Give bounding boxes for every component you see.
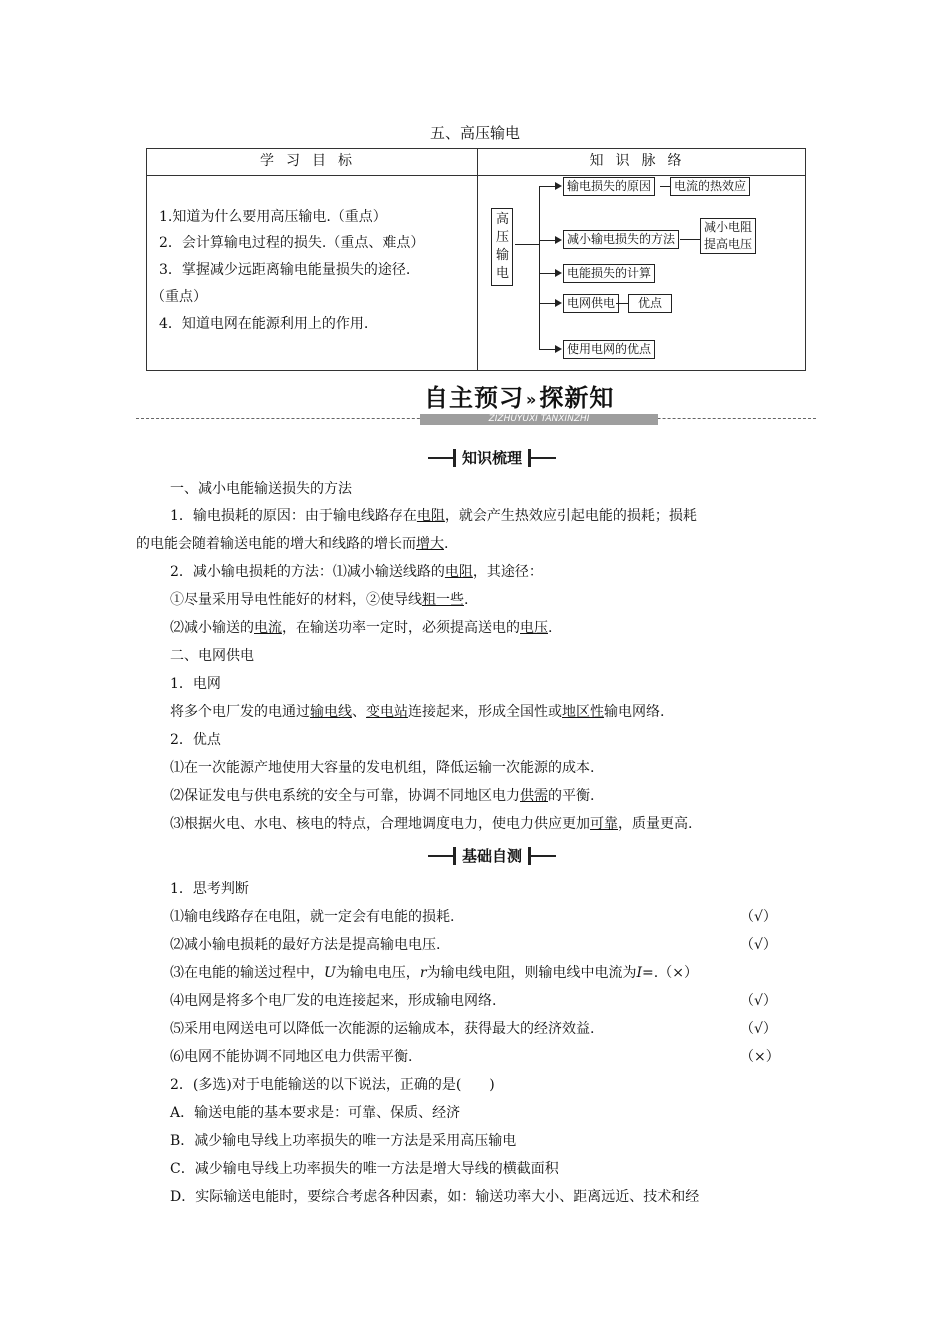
knowledge-line-8: 2．优点 <box>170 732 221 748</box>
text: . <box>444 536 449 552</box>
text: ，质量更高. <box>618 816 693 832</box>
arrow-icon <box>555 182 562 190</box>
knowledge-line-1 <box>170 505 697 525</box>
reduce-resistance-label: 减小电阻 <box>704 220 753 234</box>
text: 连接起来，形成全国性或 <box>408 704 562 720</box>
underlined-answer: 电阻 <box>444 564 473 580</box>
variable-r: r <box>419 965 427 981</box>
judgement-4: ⑷电网是将多个电厂发的电连接起来，形成输电网络. <box>170 993 497 1009</box>
text: 1．输电损耗的原因：由于输电线路存在 <box>170 508 417 524</box>
knowledge-line-6: 1．电网 <box>170 676 221 692</box>
judgement-2: ⑵减小输电损耗的最好方法是提高输电电压. <box>170 937 441 953</box>
heading-grid: 二、电网供电 <box>170 648 254 664</box>
underlined-answer: 增大 <box>416 536 444 552</box>
arrow-icon <box>555 299 562 307</box>
knowledge-line-2 <box>136 533 448 553</box>
text: ⑶在电能的输送过程中， <box>170 965 324 981</box>
option-b: B．减少输电导线上功率损失的唯一方法是采用高压输电 <box>170 1133 517 1149</box>
section-tag-knowledge <box>428 447 556 469</box>
underlined-answer: 地区性 <box>562 704 604 720</box>
text: 、 <box>352 704 366 720</box>
arrow-icon <box>555 345 562 353</box>
text: 输电网络. <box>604 704 665 720</box>
question-2: 2．(多选)对于电能输送的以下说法，正确的是( ) <box>170 1077 495 1093</box>
knowledge-line-7 <box>170 701 664 721</box>
goal-3: 3．掌握减少远距离输电能量损失的途径. <box>159 262 411 278</box>
text: 的电能会随着输送电能的增大和线路的增长而 <box>136 536 416 552</box>
text: ，其途径： <box>472 564 543 580</box>
text: ，就会产生热效应引起电能的损耗；损耗 <box>444 508 697 524</box>
node-loss-calc: 电能损失的计算 <box>563 264 655 283</box>
text: 的平衡. <box>548 788 595 804</box>
knowledge-line-3 <box>170 561 543 581</box>
connector <box>680 239 700 240</box>
chevron-right-icon: » <box>526 389 538 409</box>
judgement-6-answer: （×） <box>740 1049 780 1065</box>
heading-reduce-loss: 一、减小电能输送损失的方法 <box>170 481 352 497</box>
underlined-answer: 电压 <box>520 620 548 636</box>
variable-u: U <box>324 965 336 981</box>
trunk-line <box>539 186 540 350</box>
root-connector <box>515 244 539 245</box>
judgement-4-answer: （√） <box>740 993 777 1009</box>
knowledge-line-4 <box>170 589 468 609</box>
node-heat-effect: 电流的热效应 <box>670 177 750 196</box>
test-heading-1: 1．思考判断 <box>170 881 249 897</box>
knowledge-header: 知识脉络 <box>478 149 806 176</box>
connector <box>616 303 628 304</box>
section-tag-selftest <box>428 845 556 867</box>
text: ⑵保证发电与供电系统的安全与可靠，协调不同地区电力 <box>170 788 520 804</box>
judgement-5: ⑸采用电网送电可以降低一次能源的运输成本，获得最大的经济效益. <box>170 1021 595 1037</box>
diagram-root: 高压输电 <box>491 208 513 286</box>
arrow-icon <box>555 269 562 277</box>
text: 为输电电压， <box>335 965 420 981</box>
option-c: C．减少输电导线上功率损失的唯一方法是增大导线的横截面积 <box>170 1161 559 1177</box>
variable-i: I <box>636 965 643 981</box>
arrow-icon <box>555 236 562 244</box>
underlined-answer: 粗一些 <box>422 592 464 608</box>
node-grid-advantages: 使用电网的优点 <box>563 340 655 359</box>
knowledge-line-10 <box>170 785 594 805</box>
text: 将多个电厂发的电通过 <box>170 704 310 720</box>
node-reduce-loss: 减小输电损失的方法 <box>563 230 679 249</box>
goals-cell <box>147 176 478 371</box>
tag-label: 知识梳理 <box>453 449 531 467</box>
judgement-5-answer: （√） <box>740 1021 777 1037</box>
raise-voltage-label: 提高电压 <box>704 237 753 251</box>
knowledge-line-11 <box>170 813 692 833</box>
section-banner <box>424 378 614 413</box>
option-a: A．输送电能的基本要求是：可靠、保质、经济 <box>170 1105 461 1121</box>
underlined-answer: 可靠 <box>590 816 618 832</box>
banner-main: 自主预习 <box>424 384 524 412</box>
text: ⑶根据火电、水电、核电的特点，合理地调度电力，使电力供应更加 <box>170 816 590 832</box>
underlined-answer: 输电线 <box>310 704 352 720</box>
text: ①尽量采用导电性能好的材料，②使导线 <box>170 592 422 608</box>
judgement-6: ⑹电网不能协调不同地区电力供需平衡. <box>170 1049 413 1065</box>
text: ⑵减小输送的 <box>170 620 254 636</box>
page-title: 五、高压输电 <box>429 124 520 142</box>
text: . <box>464 592 469 608</box>
underlined-answer: 变电站 <box>366 704 408 720</box>
judgement-1-answer: （√） <box>740 909 777 925</box>
goal-4: 4．知道电网在能源利用上的作用. <box>159 316 369 332</box>
underlined-answer: 电阻 <box>416 508 445 524</box>
judgement-3 <box>170 962 698 982</box>
banner-subtitle: ZIZHUYUXI TANXINZHI <box>420 414 658 425</box>
goal-2: 2．会计算输电过程的损失.（重点、难点） <box>159 235 425 251</box>
text: 为输电线电阻，则输电线中电流为 <box>426 965 637 981</box>
goals-header: 学习目标 <box>147 149 478 176</box>
knowledge-line-5 <box>170 617 552 637</box>
text: 2．减小输电损耗的方法：⑴减小输送线路的 <box>170 564 445 580</box>
underlined-answer: 供需 <box>520 788 548 804</box>
node-grid-supply: 电网供电 <box>563 294 619 313</box>
goal-3-cont: （重点） <box>151 289 207 305</box>
tag-label: 基础自测 <box>453 847 531 865</box>
underlined-answer: 电流 <box>254 620 282 636</box>
judgement-2-answer: （√） <box>740 937 777 953</box>
text: ，在输送功率一定时，必须提高送电的 <box>282 620 520 636</box>
text: =.（×） <box>642 965 698 981</box>
node-reduce-resistance <box>700 218 756 254</box>
banner-main-2: 探新知 <box>539 384 615 412</box>
option-d: D．实际输送电能时，要综合考虑各种因素，如：输送功率大小、距离远近、技术和经 <box>170 1189 700 1205</box>
goal-1: 1.知道为什么要用高压输电.（重点） <box>159 209 387 225</box>
node-loss-cause: 输电损失的原因 <box>563 177 655 196</box>
connector <box>660 186 670 187</box>
node-advantage: 优点 <box>628 294 672 313</box>
text: . <box>548 620 553 636</box>
judgement-1: ⑴输电线路存在电阻，就一定会有电能的损耗. <box>170 909 455 925</box>
knowledge-line-9: ⑴在一次能源产地使用大容量的发电机组，降低运输一次能源的成本. <box>170 760 595 776</box>
